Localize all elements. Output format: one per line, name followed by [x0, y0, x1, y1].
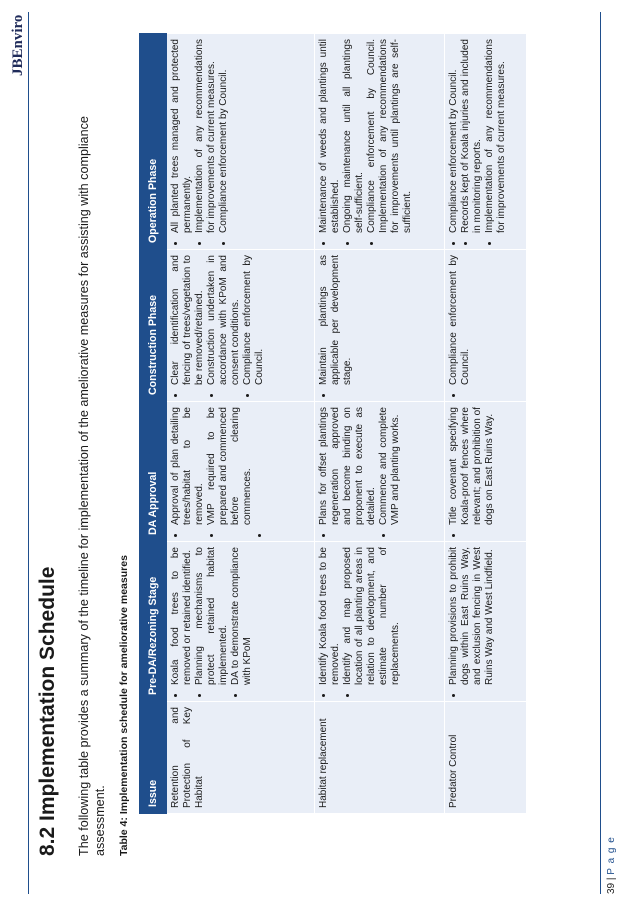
list-item: • Implementation of any recommendations for improvements of current measures.: [194, 39, 218, 233]
page-label: P a g e: [606, 836, 617, 875]
da-approval-cell: [445, 402, 527, 542]
list-item: • Identify and map proposed location of all planting areas in relation to development, and estimate number of replacements.: [342, 547, 402, 685]
da-approval-cell: [167, 402, 315, 542]
footer-rule: [600, 12, 601, 894]
list-item: • Maintenance of weeds and plantings until established.: [318, 39, 342, 233]
intro-paragraph: The following table provides a summary of the timeline for implementation of the ameliorative measures for assisting with compliance assessment.: [77, 116, 107, 856]
implementation-schedule-table: [139, 33, 527, 814]
list-item: [254, 407, 266, 525]
list-item: • Approval of plan detailing trees/habitat to be removed.: [170, 407, 206, 525]
list-item: • Title covenant specifying Koala-proof fences where relevant; and prohibition of dogs on East Ruins Way.: [448, 407, 496, 525]
table-row: [167, 34, 315, 814]
operation-cell: [445, 34, 527, 250]
list-item: • Ongoing maintenance until all plantings self-sufficient.: [342, 39, 366, 233]
list-item: • Commence and complete VMP and planting works.: [378, 407, 402, 525]
page-number: 39: [606, 882, 617, 894]
list-item: • Compliance enforcement by Council.: [448, 255, 472, 385]
da-approval-cell: [315, 402, 445, 542]
column-header: Pre-DA/Rezoning Stage: [140, 542, 167, 702]
operation-cell: [315, 34, 445, 250]
construction-cell: [315, 250, 445, 402]
table-header-row: [140, 34, 167, 814]
issue-cell: Predator Control: [445, 702, 527, 814]
list-item: • Koala food trees to be removed or retained identified.: [170, 547, 194, 685]
list-item: • Compliance enforcement by Council.: [448, 39, 460, 233]
list-item: • Compliance enforcement by Council. Implementation of any recommendations for improvements until plantings are self-sufficient.: [366, 39, 414, 233]
pre-da-cell: [315, 542, 445, 702]
construction-cell: [445, 250, 527, 402]
footer-separator: |: [606, 874, 617, 881]
list-item: • Plans for offset plantings regeneration approved and become binding on proponent to execute as detailed.: [318, 407, 378, 525]
issue-cell: Retention and Protection of Key Habitat: [167, 702, 315, 814]
list-item: • Planning provisions to prohibit dogs within East Ruins Way, and exclusion fencing in West Ruins Way and West Lindfield.: [448, 547, 496, 685]
brand-logo: JBEnviro: [10, 14, 26, 76]
table-caption: Table 4: Implementation schedule for ameliorative measures: [118, 555, 130, 856]
column-header: Construction Phase: [140, 250, 167, 402]
header-rule: [28, 12, 29, 894]
operation-cell: [167, 34, 315, 250]
list-item: • Identify Koala food trees to be removed.: [318, 547, 342, 685]
list-item: • All planted trees managed and protected permanently.: [170, 39, 194, 233]
list-item: • Maintain plantings as applicable per development stage.: [318, 255, 354, 385]
list-item: • Records kept of Koala injuries and included in monitoring reports.: [460, 39, 484, 233]
pre-da-cell: [445, 542, 527, 702]
page-footer: [606, 836, 617, 894]
list-item: • Compliance enforcement by Council.: [242, 255, 266, 385]
table-row: [445, 34, 527, 814]
table-row: [315, 34, 445, 814]
list-item: • DA to demonstrate compliance with KPoM: [230, 547, 254, 685]
list-item: • Planning mechanisms to protect retained habitat implemented.: [194, 547, 230, 685]
column-header: Issue: [140, 702, 167, 814]
list-item: • VMP required to be prepared and commenced before clearing commences.: [206, 407, 254, 525]
list-item: • Construction undertaken in accordance with KPoM and consent conditions.: [206, 255, 242, 385]
list-item: • Clear identification and fencing of trees/vegetation to be removed/retained.: [170, 255, 206, 385]
pre-da-cell: [167, 542, 315, 702]
section-heading: 8.2 Implementation Schedule: [36, 566, 59, 856]
construction-cell: [167, 250, 315, 402]
column-header: Operation Phase: [140, 34, 167, 250]
list-item: • Implementation of any recommendations for improvements of current measures.: [484, 39, 508, 233]
issue-cell: Habitat replacement: [315, 702, 445, 814]
list-item: • Compliance enforcement by Council.: [218, 39, 230, 233]
column-header: DA Approval: [140, 402, 167, 542]
